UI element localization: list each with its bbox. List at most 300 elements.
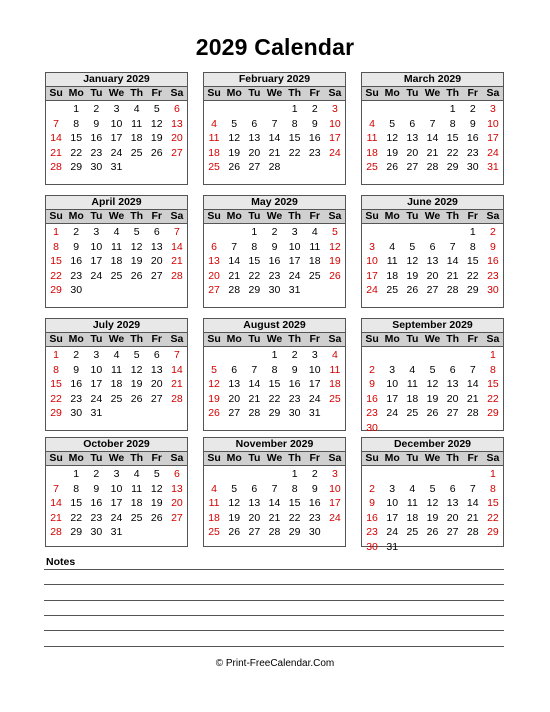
day-cell: 31 (487, 161, 499, 173)
day-cell: 31 (386, 540, 399, 553)
day-cell: 14 (171, 363, 183, 376)
day-cell: 20 (446, 392, 459, 405)
day-cell: 20 (150, 255, 163, 267)
day-cell: 16 (70, 255, 83, 267)
day-cell: 25 (406, 526, 419, 538)
day-cell: 18 (308, 255, 321, 267)
weekday-label: We (424, 452, 441, 464)
day-cell: 6 (449, 482, 456, 495)
day-cell: 4 (389, 240, 396, 253)
day-cell: 2 (311, 103, 318, 115)
day-cell: 4 (311, 226, 318, 238)
day-cell: 20 (228, 392, 241, 405)
day-cell: 24 (386, 407, 399, 419)
weekday-label: We (424, 333, 441, 345)
day-cell: 30 (268, 284, 281, 296)
day-cell: 5 (133, 226, 140, 238)
week-row (46, 525, 187, 540)
day-cell: 17 (366, 269, 378, 282)
footer-credit: © Print-FreeCalendar.Com (215, 658, 335, 669)
week-row (362, 283, 503, 298)
day-cell: 21 (466, 511, 479, 524)
day-cell: 29 (50, 284, 62, 296)
day-cell: 18 (386, 269, 399, 282)
day-cell (325, 283, 345, 298)
day-cell (483, 540, 503, 555)
weekday-label: Tu (90, 452, 103, 464)
month-block (203, 318, 346, 431)
weekday-label: We (266, 210, 283, 222)
day-cell (362, 225, 382, 240)
day-cell: 10 (110, 482, 123, 495)
day-cell: 7 (231, 240, 238, 253)
day-cell: 11 (386, 255, 398, 267)
day-cell: 4 (113, 226, 120, 238)
day-cell (147, 283, 167, 298)
day-cell: 6 (409, 117, 416, 130)
day-cell (422, 225, 442, 240)
day-cell: 22 (248, 269, 261, 282)
day-cell: 28 (466, 407, 479, 419)
weekday-label: Mo (68, 210, 84, 222)
day-cell: 17 (288, 255, 301, 267)
day-cell: 27 (171, 511, 183, 524)
weekday-header (362, 210, 503, 224)
day-cell: 12 (329, 240, 341, 253)
day-cell: 29 (70, 526, 83, 538)
weekday-label: Tu (248, 333, 261, 345)
day-cell (204, 348, 224, 363)
day-cell: 1 (73, 103, 80, 115)
weekday-label: We (108, 452, 125, 464)
day-cell: 17 (329, 497, 341, 509)
day-cell: 28 (268, 526, 281, 538)
day-cell: 1 (73, 468, 80, 480)
day-cell: 30 (90, 526, 103, 538)
note-line (44, 600, 504, 601)
day-cell: 18 (130, 497, 143, 509)
day-cell: 6 (153, 226, 160, 238)
day-cell: 25 (406, 407, 419, 419)
day-cell: 31 (90, 407, 103, 419)
day-cell: 27 (446, 407, 459, 419)
day-cell: 28 (446, 284, 459, 296)
note-line (44, 615, 504, 616)
day-cell (264, 467, 284, 482)
week-row (204, 392, 345, 407)
day-cell: 1 (53, 226, 59, 238)
day-cell: 18 (208, 511, 220, 524)
day-cell: 25 (110, 269, 123, 282)
day-cell: 5 (231, 482, 238, 495)
day-cell: 28 (171, 269, 183, 282)
day-cell (382, 348, 402, 363)
day-cell: 8 (73, 117, 80, 130)
month-title: October 2029 (46, 438, 187, 452)
day-cell: 2 (93, 103, 100, 115)
day-cell: 12 (426, 497, 439, 509)
weekday-label: Su (207, 87, 221, 99)
day-cell: 25 (366, 161, 378, 173)
day-cell: 23 (487, 269, 499, 282)
day-cell (127, 283, 147, 298)
day-cell (305, 160, 325, 175)
day-cell: 29 (248, 284, 261, 296)
day-cell: 14 (426, 132, 439, 144)
day-cell: 20 (171, 497, 183, 509)
week-row (46, 160, 187, 175)
day-cell: 20 (150, 378, 163, 390)
month-block (361, 318, 504, 434)
day-cell: 26 (228, 526, 241, 538)
day-cell (167, 406, 187, 421)
day-cell: 20 (248, 146, 261, 159)
day-cell: 23 (70, 392, 83, 405)
day-cell: 17 (90, 378, 103, 390)
day-cell: 25 (130, 146, 143, 159)
day-cell: 22 (50, 392, 62, 405)
day-cell: 30 (487, 284, 499, 296)
day-cell: 10 (329, 482, 341, 495)
month-block (45, 72, 188, 185)
day-cell: 24 (90, 269, 103, 282)
day-cell: 8 (449, 117, 456, 130)
day-cell: 1 (489, 468, 496, 480)
day-cell: 1 (449, 103, 456, 115)
day-cell: 19 (329, 255, 341, 267)
day-cell: 16 (308, 132, 321, 144)
day-cell: 12 (150, 482, 163, 495)
day-cell: 17 (487, 132, 499, 144)
day-cell (147, 525, 167, 540)
day-cell: 5 (133, 349, 140, 361)
day-cell (325, 525, 345, 540)
weekday-header (46, 87, 187, 101)
month-block (203, 72, 346, 185)
day-cell: 7 (469, 363, 476, 376)
day-cell (443, 348, 463, 363)
month-title: February 2029 (204, 73, 345, 87)
day-cell (127, 160, 147, 175)
day-cell: 3 (93, 226, 100, 238)
week-row (362, 225, 503, 240)
day-cell (204, 467, 224, 482)
day-cell: 14 (50, 132, 62, 144)
day-cell: 4 (133, 468, 140, 480)
day-cell: 24 (329, 146, 341, 159)
day-cell: 23 (90, 146, 103, 159)
day-cell: 6 (211, 240, 217, 253)
weekday-label: Fr (467, 87, 479, 99)
week-row (362, 348, 503, 363)
day-cell: 9 (489, 240, 496, 253)
weekday-label: Sa (328, 452, 342, 464)
week-row (362, 377, 503, 392)
week-row (46, 254, 187, 269)
day-cell: 26 (150, 146, 163, 159)
day-cell: 16 (366, 392, 378, 405)
week-row (46, 511, 187, 526)
day-cell: 9 (291, 363, 298, 376)
day-cell: 31 (288, 284, 301, 296)
day-cell: 9 (73, 240, 80, 253)
day-cell: 12 (426, 378, 439, 390)
weekday-label: Tu (248, 452, 261, 464)
day-cell (264, 102, 284, 117)
day-cell: 15 (50, 378, 62, 390)
day-cell (362, 467, 382, 482)
day-cell: 28 (426, 161, 439, 173)
week-row (204, 254, 345, 269)
week-row (362, 406, 503, 421)
day-cell: 20 (426, 269, 439, 282)
day-cell: 12 (228, 497, 241, 509)
day-cell: 17 (386, 511, 399, 524)
weekday-label: Fr (309, 452, 321, 464)
day-cell: 14 (50, 497, 62, 509)
note-line (44, 569, 504, 570)
day-cell: 9 (369, 378, 375, 390)
day-cell: 4 (369, 117, 375, 130)
month-title: September 2029 (362, 319, 503, 333)
day-cell: 1 (291, 468, 298, 480)
day-cell: 16 (90, 132, 103, 144)
day-cell: 10 (487, 117, 499, 130)
day-cell: 5 (153, 468, 160, 480)
weekday-header (204, 333, 345, 347)
day-cell: 19 (208, 392, 220, 405)
day-cell: 15 (487, 497, 499, 509)
day-cell (46, 467, 66, 482)
day-cell: 21 (466, 392, 479, 405)
day-cell: 5 (153, 103, 160, 115)
day-cell: 2 (489, 226, 496, 238)
day-cell: 23 (90, 511, 103, 524)
weekday-label: Fr (467, 333, 479, 345)
day-cell (402, 225, 422, 240)
day-cell (463, 348, 483, 363)
week-row (204, 283, 345, 298)
month-title: June 2029 (362, 196, 503, 210)
day-cell: 7 (271, 117, 278, 130)
week-row (46, 392, 187, 407)
weekday-label: Tu (90, 210, 103, 222)
day-cell (46, 102, 66, 117)
day-cell: 10 (386, 497, 399, 509)
day-cell: 23 (366, 526, 378, 538)
day-cell (463, 421, 483, 436)
week-row (46, 102, 187, 117)
day-cell: 22 (70, 146, 83, 159)
day-cell: 12 (228, 132, 241, 144)
week-row (46, 269, 187, 284)
weekday-label: Th (130, 333, 144, 345)
day-cell: 4 (409, 482, 416, 495)
day-cell: 10 (110, 117, 123, 130)
day-cell: 8 (489, 482, 496, 495)
day-cell (483, 421, 503, 436)
day-cell: 23 (268, 269, 281, 282)
weekday-label: Th (130, 87, 144, 99)
day-cell: 26 (228, 161, 241, 173)
day-cell: 8 (291, 117, 298, 130)
day-cell (443, 225, 463, 240)
day-cell (285, 160, 305, 175)
day-cell: 20 (208, 269, 220, 282)
day-cell: 2 (73, 226, 80, 238)
weekday-label: Th (288, 87, 302, 99)
weekday-label: Th (130, 210, 144, 222)
day-cell: 6 (153, 349, 160, 361)
day-cell: 19 (228, 511, 241, 524)
day-cell: 20 (406, 146, 419, 159)
day-cell: 26 (426, 407, 439, 419)
day-cell: 21 (446, 269, 459, 282)
day-cell: 28 (268, 161, 281, 173)
day-cell: 3 (113, 468, 120, 480)
day-cell: 10 (90, 363, 103, 376)
day-cell: 26 (150, 511, 163, 524)
day-cell: 1 (291, 103, 298, 115)
weekday-label: Tu (406, 333, 419, 345)
month-title: May 2029 (204, 196, 345, 210)
day-cell: 8 (469, 240, 476, 253)
day-cell: 31 (110, 526, 123, 538)
day-cell: 18 (130, 132, 143, 144)
weekday-header (46, 452, 187, 466)
week-row (46, 482, 187, 497)
week-row (204, 131, 345, 146)
day-cell: 27 (228, 407, 241, 419)
week-row (362, 421, 503, 436)
day-cell: 19 (406, 269, 419, 282)
day-cell: 15 (268, 378, 281, 390)
day-cell: 16 (308, 497, 321, 509)
day-cell: 11 (309, 240, 321, 253)
notes-label: Notes (46, 556, 76, 568)
day-cell: 25 (386, 284, 399, 296)
day-cell (382, 102, 402, 117)
day-cell: 18 (110, 255, 123, 267)
day-cell: 3 (291, 226, 298, 238)
day-cell: 22 (288, 511, 301, 524)
weekday-label: Fr (151, 452, 163, 464)
day-cell: 14 (466, 497, 479, 509)
day-cell: 16 (466, 132, 479, 144)
day-cell: 12 (208, 378, 220, 390)
week-row (204, 406, 345, 421)
day-cell: 27 (406, 161, 419, 173)
day-cell: 2 (271, 226, 278, 238)
weekday-label: Sa (486, 210, 500, 222)
day-cell (402, 540, 422, 555)
day-cell: 10 (90, 240, 103, 253)
note-line (44, 646, 504, 647)
day-cell: 24 (288, 269, 301, 282)
day-cell: 15 (70, 497, 83, 509)
weekday-label: Su (365, 210, 379, 222)
day-cell: 29 (288, 526, 301, 538)
day-cell: 7 (173, 349, 180, 361)
day-cell: 4 (133, 103, 140, 115)
day-cell: 24 (329, 511, 341, 524)
month-title: January 2029 (46, 73, 187, 87)
day-cell: 19 (130, 378, 143, 390)
day-cell: 28 (466, 526, 479, 538)
day-cell: 23 (288, 392, 301, 405)
day-cell: 29 (446, 161, 459, 173)
weekday-header (46, 333, 187, 347)
note-line (44, 584, 504, 585)
weekday-label: Fr (467, 452, 479, 464)
week-row (46, 406, 187, 421)
day-cell: 2 (291, 349, 298, 361)
day-cell: 7 (469, 482, 476, 495)
day-cell: 19 (130, 255, 143, 267)
day-cell: 5 (231, 117, 238, 130)
week-row (204, 146, 345, 161)
weekday-label: Th (288, 210, 302, 222)
weekday-label: Su (49, 87, 63, 99)
day-cell: 7 (429, 117, 436, 130)
day-cell: 15 (288, 132, 301, 144)
day-cell: 25 (329, 392, 341, 405)
month-block (45, 318, 188, 431)
day-cell: 25 (208, 526, 220, 538)
day-cell: 11 (131, 482, 143, 495)
day-cell (402, 467, 422, 482)
day-cell: 26 (329, 269, 341, 282)
weekday-label: Sa (328, 210, 342, 222)
weekday-label: We (266, 333, 283, 345)
day-cell: 5 (409, 240, 416, 253)
day-cell: 11 (406, 497, 418, 509)
day-cell (325, 406, 345, 421)
day-cell: 27 (426, 284, 439, 296)
day-cell: 3 (93, 349, 100, 361)
day-cell: 6 (173, 468, 180, 480)
weekday-label: Sa (486, 452, 500, 464)
day-cell: 13 (228, 378, 241, 390)
weekday-label: Th (288, 333, 302, 345)
day-cell (422, 467, 442, 482)
day-cell: 18 (406, 392, 419, 405)
day-cell: 12 (386, 132, 399, 144)
day-cell: 7 (271, 482, 278, 495)
month-block (361, 72, 504, 185)
day-cell: 29 (268, 407, 281, 419)
day-cell (443, 421, 463, 436)
day-cell: 18 (110, 378, 123, 390)
day-cell: 21 (171, 378, 183, 390)
week-row (362, 269, 503, 284)
day-cell: 11 (111, 240, 122, 253)
weekday-label: Su (49, 333, 63, 345)
day-cell: 25 (130, 511, 143, 524)
day-cell (244, 102, 264, 117)
weekday-label: We (108, 333, 125, 345)
day-cell: 21 (268, 146, 281, 159)
day-cell: 16 (366, 511, 378, 524)
weekday-label: Sa (170, 87, 184, 99)
day-cell (204, 102, 224, 117)
day-cell: 20 (171, 132, 183, 144)
weekday-label: Sa (328, 333, 342, 345)
day-cell: 17 (110, 497, 123, 509)
day-cell: 24 (110, 146, 123, 159)
week-row (204, 511, 345, 526)
day-cell: 21 (248, 392, 261, 405)
